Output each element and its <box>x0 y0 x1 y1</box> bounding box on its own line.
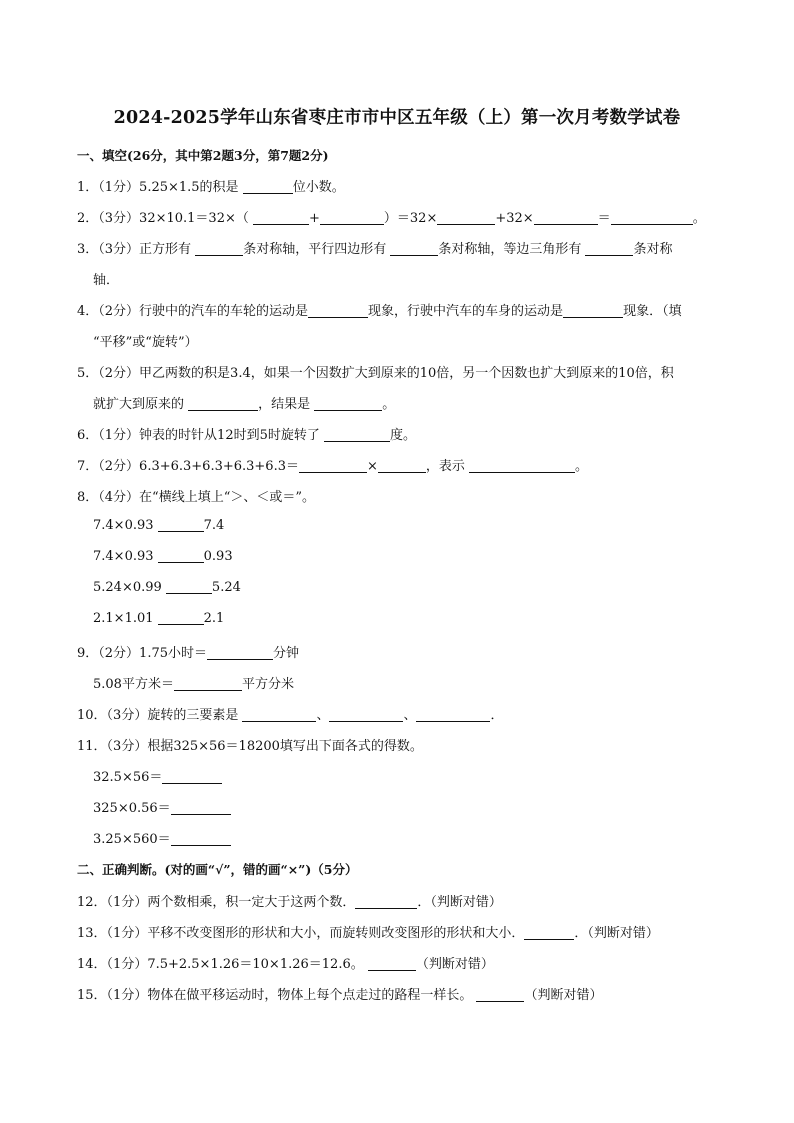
answer-blank[interactable] <box>188 396 258 411</box>
question-15 <box>77 984 602 1003</box>
question-7 <box>77 455 588 474</box>
question-text: 条对称 <box>633 242 673 257</box>
answer-blank[interactable] <box>469 458 575 473</box>
question-text: （判断对错） <box>415 957 494 972</box>
section-heading-fill-blank: 一、填空(26分，其中第2题3分，第7题2分) <box>77 148 329 163</box>
question-text: 平方分米 <box>241 677 294 692</box>
answer-blank[interactable] <box>162 769 222 784</box>
question-text: 条对称轴，等边三角形有 <box>438 242 586 257</box>
answer-blank[interactable] <box>611 210 693 225</box>
question-text: 现象．（填 <box>623 304 682 319</box>
question-3-cont: 轴． <box>93 273 120 288</box>
question-text: 325×0.56＝ <box>93 801 171 816</box>
question-text: ＝ <box>597 211 611 226</box>
question-text: 位小数。 <box>292 180 345 195</box>
question-text: 5.24 <box>211 580 241 595</box>
answer-blank[interactable] <box>158 548 204 563</box>
question-text: 4．（2分）行驶中的汽车的车轮的运动是 <box>77 304 309 319</box>
question-10 <box>77 704 504 723</box>
question-text: 5.24×0.99 <box>93 580 166 595</box>
question-8: 8．（4分）在“横线上填上“＞、＜或＝”。 <box>77 490 315 505</box>
question-8-row-2 <box>93 548 233 564</box>
answer-blank[interactable] <box>243 179 293 194</box>
answer-blank[interactable] <box>524 925 574 940</box>
answer-blank[interactable] <box>166 579 212 594</box>
answer-blank[interactable] <box>242 707 316 722</box>
answer-blank[interactable] <box>308 303 368 318</box>
question-text: 3．（3分）正方形有 <box>77 242 196 257</box>
question-text: 7.4×0.93 <box>93 518 158 533</box>
question-text: + <box>309 211 320 226</box>
question-8-row-4 <box>93 610 224 626</box>
question-text: 32.5×56＝ <box>93 770 163 785</box>
question-text: ，结果是 <box>258 397 315 412</box>
answer-blank[interactable] <box>534 210 598 225</box>
question-text: ．（判断对错） <box>574 926 659 941</box>
question-11-row-3 <box>93 828 231 847</box>
question-text: 6．（1分）钟表的时针从12时到5时旋转了 <box>77 428 324 443</box>
question-8-row-3 <box>93 579 241 595</box>
question-text: 现象，行驶中汽车的车身的运动是 <box>368 304 564 319</box>
question-text: ，表示 <box>425 459 470 474</box>
question-text: 、 <box>316 708 330 723</box>
question-12 <box>77 891 502 910</box>
question-text: 度。 <box>390 428 417 443</box>
answer-blank[interactable] <box>171 800 231 815</box>
question-text: ）＝32× <box>383 211 438 226</box>
answer-blank[interactable] <box>324 427 390 442</box>
question-text: ．（判断对错） <box>417 895 502 910</box>
answer-blank[interactable] <box>585 241 633 256</box>
question-text: 0.93 <box>203 549 233 564</box>
question-text: 。 <box>692 211 706 226</box>
answer-blank[interactable] <box>195 241 243 256</box>
question-text: 13．（1分）平移不改变图形的形状和大小，而旋转则改变图形的形状和大小． <box>77 926 525 941</box>
question-text: 12．（1分）两个数相乘，积一定大于这两个数． <box>77 895 356 910</box>
question-text: 14．（1分）7.5+2.5×1.26＝10×1.26＝12.6。 <box>77 957 368 972</box>
answer-blank[interactable] <box>174 676 242 691</box>
question-6 <box>77 424 416 443</box>
question-3 <box>77 238 672 257</box>
answer-blank[interactable] <box>437 210 495 225</box>
answer-blank[interactable] <box>355 894 417 909</box>
answer-blank[interactable] <box>158 610 204 625</box>
question-text: × <box>366 459 378 474</box>
question-text: 2.1×1.01 <box>93 611 158 626</box>
answer-blank[interactable] <box>390 241 438 256</box>
question-text: 分钟 <box>273 646 300 661</box>
question-text: 3.25×560＝ <box>93 832 171 847</box>
question-text: 9．（2分）1.75小时＝ <box>77 646 207 661</box>
answer-blank[interactable] <box>253 210 309 225</box>
question-4 <box>77 300 682 319</box>
section-heading-true-false: 二、正确判断。(对的画“√”，错的画“×”)（5分） <box>77 862 358 877</box>
question-11-row-1 <box>93 766 222 785</box>
question-text: 5.08平方米＝ <box>93 677 174 692</box>
question-text: 10．（3分）旋转的三要素是 <box>77 708 243 723</box>
question-13 <box>77 922 659 941</box>
question-text: 。 <box>575 459 589 474</box>
answer-blank[interactable] <box>299 458 367 473</box>
question-text: 2.1 <box>203 611 225 626</box>
answer-blank[interactable] <box>378 458 426 473</box>
question-text: 15．（1分）物体在做平移运动时，物体上每个点走过的路程一样长。 <box>77 988 477 1003</box>
question-text: 7．（2分）6.3+6.3+6.3+6.3+6.3＝ <box>77 459 299 474</box>
question-text: +32× <box>495 211 534 226</box>
question-text: 条对称轴，平行四边形有 <box>243 242 391 257</box>
question-text: ． <box>490 708 504 723</box>
question-text: 7.4×0.93 <box>93 549 158 564</box>
question-text: 、 <box>403 708 417 723</box>
question-14 <box>77 953 494 972</box>
answer-blank[interactable] <box>314 396 382 411</box>
answer-blank[interactable] <box>416 707 490 722</box>
answer-blank[interactable] <box>320 210 384 225</box>
page-title: 2024-2025学年山东省枣庄市市中区五年级（上）第一次月考数学试卷 <box>113 108 681 128</box>
question-5: 5．（2分）甲乙两数的积是3.4，如果一个因数扩大到原来的10倍，另一个因数也扩大到原来的10倍，积 <box>77 366 674 381</box>
answer-blank[interactable] <box>563 303 623 318</box>
question-11: 11．（3分）根据325×56＝18200填写出下面各式的得数。 <box>77 739 423 754</box>
question-text: 7.4 <box>203 518 225 533</box>
question-11-row-2 <box>93 797 231 816</box>
question-text: 。 <box>382 397 396 412</box>
question-text: 1．（1分）5.25×1.5的积是 <box>77 180 243 195</box>
question-9 <box>77 642 299 661</box>
question-text: 2．（3分）32×10.1＝32×（ <box>77 211 253 226</box>
question-4-cont: “平移”或“旋转”） <box>93 335 198 350</box>
question-1 <box>77 176 345 195</box>
answer-blank[interactable] <box>329 707 403 722</box>
question-5-cont <box>93 393 395 412</box>
answer-blank[interactable] <box>171 831 231 846</box>
question-2 <box>77 207 706 226</box>
question-text: （判断对错） <box>524 988 603 1003</box>
question-8-row-1 <box>93 517 224 533</box>
answer-blank[interactable] <box>368 956 416 971</box>
answer-blank[interactable] <box>158 517 204 532</box>
answer-blank[interactable] <box>476 987 524 1002</box>
answer-blank[interactable] <box>207 645 273 660</box>
question-9-row-2 <box>93 673 294 692</box>
question-text: 就扩大到原来的 <box>93 397 189 412</box>
